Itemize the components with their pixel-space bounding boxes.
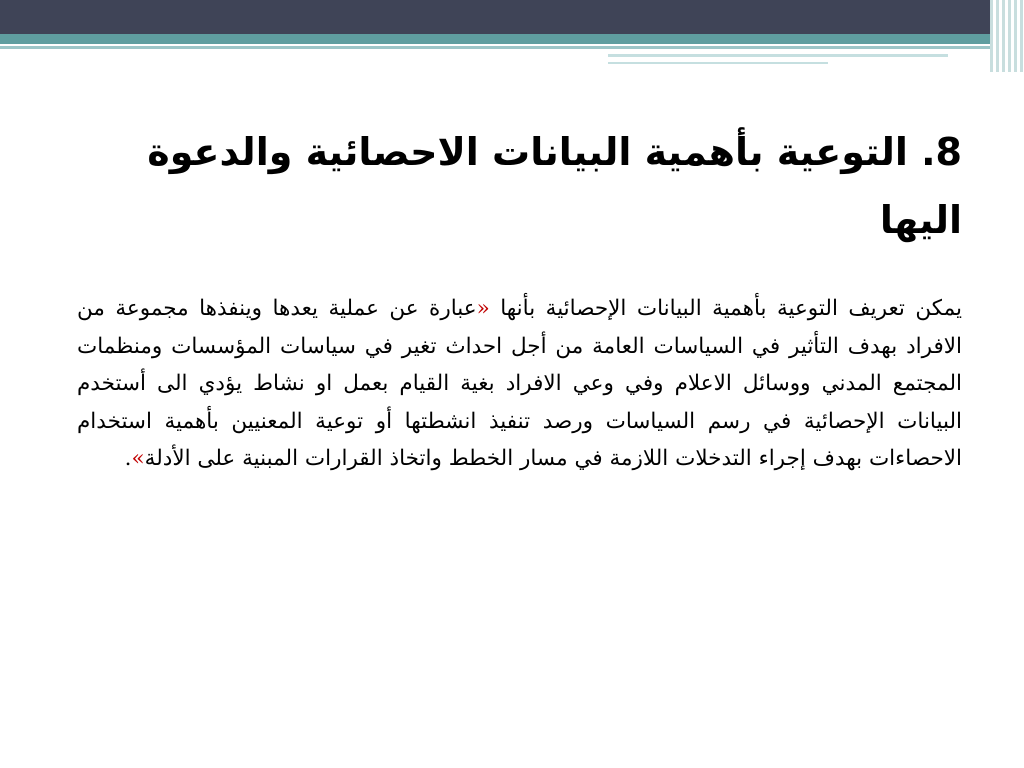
accent-line xyxy=(608,54,948,57)
teal-band xyxy=(0,34,990,44)
accent-line-short xyxy=(608,62,828,64)
slide-title: 8. التوعية بأهمية البيانات الاحصائية والدعوة اليها xyxy=(147,130,962,242)
body-intro: يمكن تعريف التوعية بأهمية البيانات الإحصائية بأنها xyxy=(489,296,962,321)
body-quote: عبارة عن عملية يعدها وينفذها مجموعة من الافراد بهدف التأثير في السياسات العامة من أجل احداث تغير في سياسات المؤسسات ومنظمات المجتمع المدني ووسائل الاعلام وفي وعي الافراد بغية القيام بعمل او نشاط يؤدي الى أستخدم البيانات الإحصائية في رسم السياسات ورصد تنفيذ انشطتها أو توعية المعنيين بأهمية استخدام الاحصاءات بهدف إجراء التدخلات اللازمة في مسار الخطط واتخاذ القرارات المبنية على الأدلة xyxy=(77,296,962,471)
header-bar xyxy=(0,0,1024,34)
close-quote-mark: » xyxy=(131,446,145,471)
corner-stripes xyxy=(990,0,1024,72)
body-end: . xyxy=(124,446,132,471)
slide-body xyxy=(77,290,962,478)
open-quote-mark: « xyxy=(476,296,490,321)
teal-line xyxy=(0,46,990,49)
